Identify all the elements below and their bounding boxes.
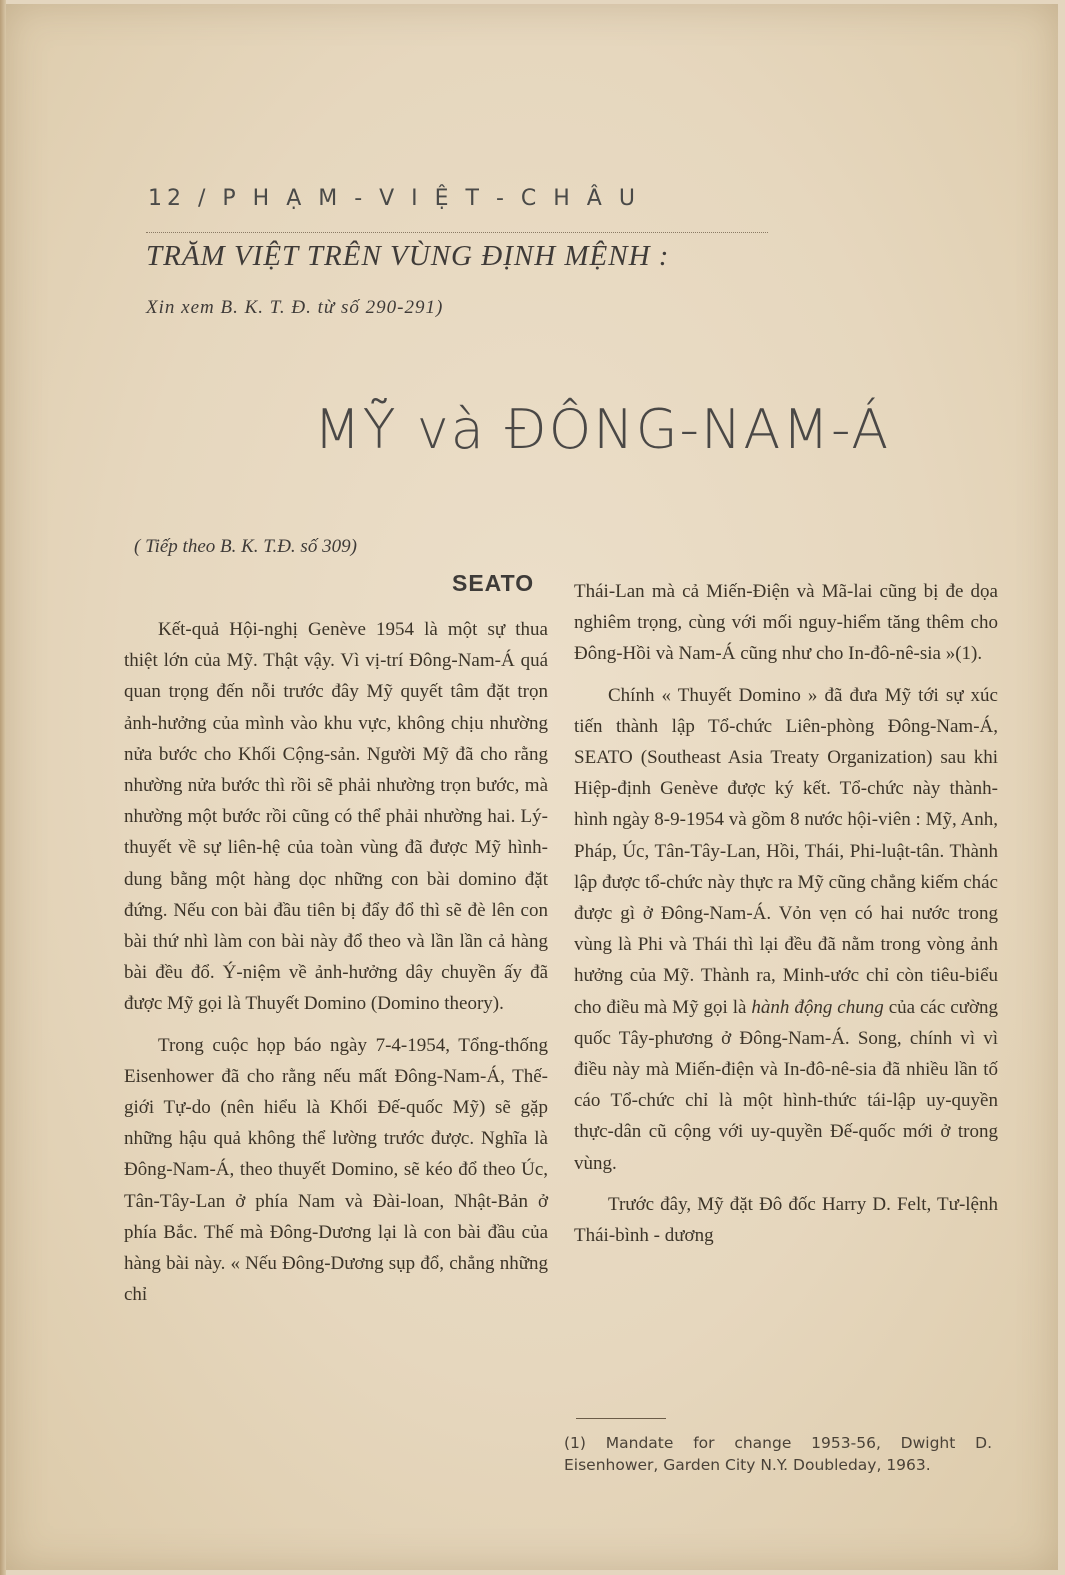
paragraph <box>574 680 998 1179</box>
paragraph-text: của các cường quốc Tây-phương ở Đông-Nam-Á. Song, chính vì vì điều này mà Miến-điện và In-đô-nê-sia đã nhiều lần tố cáo Tổ-chức chỉ là một hình-thức tái-lập uy-quyền thực-dân cũ cộng với uy-quyền Đế-quốc mới ở trong vùng. <box>574 996 999 1174</box>
paragraph: Thái-Lan mà cả Miến-Điện và Mã-lai cũng bị đe dọa nghiêm trọng, cùng với mối nguy-hiểm tăng thêm cho Đông-Hồi và Nam-Á cũng như cho In-đô-nê-sia »(1). <box>574 581 998 665</box>
header-rule <box>146 232 768 233</box>
article-title: MỸ và ĐÔNG-NAM-Á <box>314 398 891 461</box>
section-heading: SEATO <box>452 570 535 596</box>
emphasis-text: hành động chung <box>751 996 884 1018</box>
paragraph: Kết-quả Hội-nghị Genève 1954 là một sự thua thiệt lớn của Mỹ. Thật vậy. Vì vị-trí Đông-Nam-Á quá quan trọng đến nỗi trước đây Mỹ quyết tâm đặt trọn ảnh-hưởng của mình vào khu vực, không chịu nhường nửa bước cho Khối Cộng-sản. Người Mỹ đã cho rằng nhường nửa bước thì rồi sẽ phải nhường trọn bước, mà nhường một bước rồi cũng có thể phải nhường hai. Lý-thuyết về sự liên-hệ của toàn vùng đã được Mỹ hình-dung bằng một hàng dọc những con bài domino đặt đứng. Nếu con bài đầu tiên bị đẩy đổ thì sẽ đè lên con bài thứ nhì làm con bài này đổ theo và lần lần cả hàng bài đều đổ. Ý-niệm về ảnh-hưởng dây chuyền ấy đã được Mỹ gọi là Thuyết Domino (Domino theory). <box>124 619 548 1015</box>
page-edge <box>0 0 6 1575</box>
footnote-rule <box>576 1418 666 1419</box>
paragraph: Trong cuộc họp báo ngày 7-4-1954, Tổng-thống Eisenhower đã cho rằng nếu mất Đông-Nam-Á, Thế-giới Tự-do (nên hiểu là Khối Đế-quốc Mỹ) sẽ gặp những hậu quả không thể lường trước được. Nghĩa là Đông-Nam-Á, theo thuyết Domino, sẽ kéo đổ theo Úc, Tân-Tây-Lan ở phía Nam và Đài-loan, Nhật-Bản ở phía Bắc. Thế mà Đông-Dương lại là con bài đầu của hàng bài này. « Nếu Đông-Dương sụp đổ, chẳng những chỉ <box>124 1034 548 1306</box>
series-title: TRĂM VIỆT TRÊN VÙNG ĐỊNH MỆNH : <box>146 240 670 272</box>
right-column <box>574 576 998 1251</box>
continued-note: ( Tiếp theo B. K. T.Đ. số 309) <box>134 536 357 557</box>
paragraph: Trước đây, Mỹ đặt Đô đốc Harry D. Felt, Tư-lệnh Thái-bình - dương <box>574 1193 998 1247</box>
series-reference: Xin xem B. K. T. Đ. từ số 290-291) <box>146 297 444 318</box>
page-number-author: 12 / P H Ạ M - V I Ệ T - C H Â U <box>148 186 640 211</box>
left-column <box>124 614 548 1310</box>
footnote: (1) Mandate for change 1953-56, Dwight D. Eisenhower, Garden City N.Y. Doubleday, 1963. <box>564 1434 992 1474</box>
paragraph-text: Chính « Thuyết Domino » đã đưa Mỹ tới sự xúc tiến thành lập Tổ-chức Liên-phòng Đông-Nam-Á, SEATO (Southeast Asia Treaty Organization) sau khi Hiệp-định Genève được ký kết. Tổ-chức này thành-hình ngày 8-9-1954 và gồm 8 nước hội-viên : Mỹ, Anh, Pháp, Úc, Tân-Tây-Lan, Hồi, Thái, Phi-luật-tân. Thành lập được tổ-chức này thực ra Mỹ cũng chẳng kiếm chác được gì ở Đông-Nam-Á. Vỏn vẹn có hai nước trong vùng là Phi và Thái thì lại đều đã nằm trong vòng ảnh hưởng của Mỹ. Thành ra, Minh-ước chỉ còn tiêu-biểu cho điều mà Mỹ gọi là <box>574 684 998 1018</box>
